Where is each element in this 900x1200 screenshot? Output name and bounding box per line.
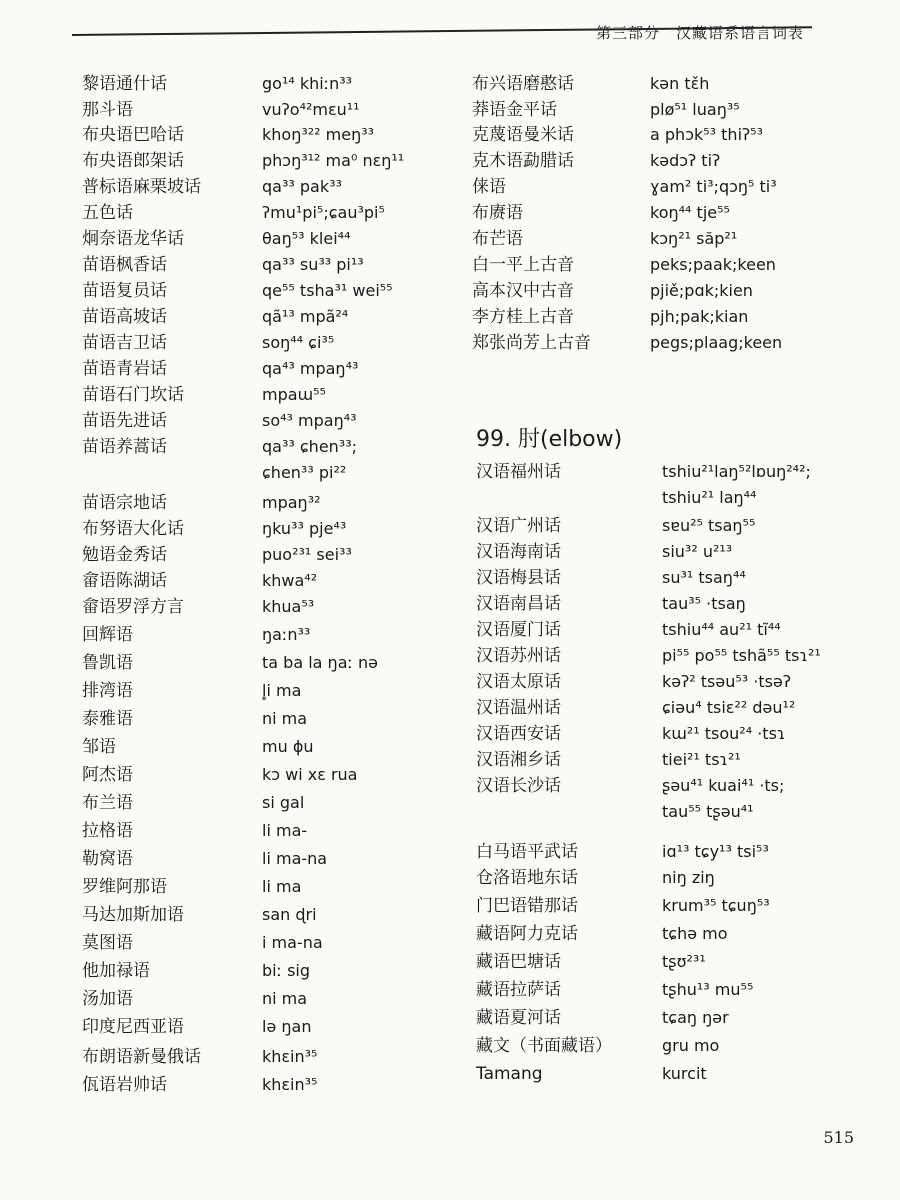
word-form: qa³³ ɕhen³³;	[262, 437, 358, 456]
language-name: 印度尼西亚语	[82, 1017, 184, 1037]
word-form: tshiu²¹ laŋ⁴⁴	[662, 488, 757, 507]
word-form: phɔŋ³¹² ma⁰ nɛŋ¹¹	[262, 151, 405, 170]
word-form: go¹⁴ khiːn³³	[262, 74, 353, 93]
language-name: 门巴语错那话	[476, 896, 578, 916]
word-form: qã¹³ mpã²⁴	[262, 307, 349, 326]
word-form: qa³³ pak³³	[262, 177, 342, 196]
word-form: iɑ¹³ tɕy¹³ tsi⁵³	[662, 842, 769, 861]
language-name: 布芒语	[472, 229, 523, 249]
language-name: 苗语养蒿话	[82, 437, 167, 457]
word-form: tɕhə mo	[662, 924, 728, 943]
word-form: puo²³¹ sei³³	[262, 545, 352, 564]
language-name: 李方桂上古音	[472, 307, 574, 327]
language-name: 苗语石门坎话	[82, 385, 184, 405]
page-number: 515	[823, 1128, 854, 1147]
word-form: tʂʊ²³¹	[662, 952, 706, 971]
word-form: ɣam² ti³;qɔŋ⁵ ti³	[650, 177, 777, 196]
running-header: 第三部分 汉藏语系语言词表	[595, 24, 804, 42]
language-name: 藏语夏河话	[476, 1008, 561, 1028]
language-name: 阿杰语	[82, 765, 133, 785]
language-name: 汉语苏州话	[476, 646, 561, 666]
language-name: 克蔑语曼米话	[472, 125, 574, 145]
word-form: pjh;pak;kian	[650, 307, 749, 326]
language-name: 汉语福州话	[476, 462, 561, 482]
word-form: tɕaŋ ŋər	[662, 1008, 729, 1027]
word-form: tau⁵⁵ tʂəu⁴¹	[662, 802, 754, 821]
language-name: 畲语陈湖话	[82, 571, 167, 591]
language-name: 汉语西安话	[476, 724, 561, 744]
word-form: kurcit	[662, 1064, 707, 1083]
word-form: khwa⁴²	[262, 571, 318, 590]
word-form: siu³² u²¹³	[662, 542, 733, 561]
word-form: li ma	[262, 877, 302, 896]
word-form: li ma-	[262, 821, 308, 840]
section-heading: 99. 肘(elbow)	[476, 427, 623, 452]
word-form: si gal	[262, 793, 305, 812]
language-name: 那斗语	[82, 100, 133, 120]
language-name: 黎语通什话	[82, 74, 167, 94]
language-name: 苗语吉卫话	[82, 333, 167, 353]
word-form: krum³⁵ tɕuŋ⁵³	[662, 896, 770, 915]
word-form: kɯ²¹ tsou²⁴ ·tsɿ	[662, 724, 786, 743]
word-form: su³¹ tsaŋ⁴⁴	[662, 568, 746, 587]
language-name: 布兰语	[82, 793, 133, 813]
language-name: 克木语勐腊话	[472, 151, 574, 171]
language-name: 汉语太原话	[476, 672, 561, 692]
language-name: 苗语先进话	[82, 411, 167, 431]
word-form: khua⁵³	[262, 597, 315, 616]
language-name: 炯奈语龙华话	[82, 229, 184, 249]
word-form: lə ŋan	[262, 1017, 312, 1036]
word-form: ʂəu⁴¹ kuai⁴¹ ·ts;	[662, 776, 785, 795]
word-form: mpaŋ³²	[262, 493, 321, 512]
language-name: 藏语阿力克话	[476, 924, 578, 944]
language-name: 汉语梅县话	[476, 568, 561, 588]
word-form: niŋ ziŋ	[662, 868, 715, 887]
language-name: 泰雅语	[82, 709, 133, 729]
language-name: 莫图语	[82, 933, 133, 953]
language-name: 回辉语	[82, 625, 133, 645]
language-name: 邹语	[82, 737, 116, 757]
word-form: ɕiəu⁴ tsiɛ²² dəu¹²	[662, 698, 796, 717]
language-name: 布央语郎架话	[82, 151, 184, 171]
language-name: 白马语平武话	[476, 842, 578, 862]
language-name: 汉语湘乡话	[476, 750, 561, 770]
language-name: 马达加斯加语	[82, 905, 184, 925]
word-form: khɛin³⁵	[262, 1047, 318, 1066]
language-name: 苗语复员话	[82, 281, 167, 301]
language-name: 拉格语	[82, 821, 133, 841]
language-name: 汉语温州话	[476, 698, 561, 718]
language-name: 勉语金秀话	[82, 545, 167, 565]
language-name: 五色话	[82, 203, 133, 223]
word-form: soŋ⁴⁴ ɕi³⁵	[262, 333, 335, 352]
word-form: qa⁴³ mpaŋ⁴³	[262, 359, 359, 378]
word-form: biː sig	[262, 961, 311, 980]
language-name: 苗语高坡话	[82, 307, 167, 327]
language-name: 布央语巴哈话	[82, 125, 184, 145]
language-name: 汉语厦门话	[476, 620, 561, 640]
word-form: kɔ wi xɛ rua	[262, 765, 358, 784]
language-name: Tamang	[476, 1064, 543, 1084]
word-form: koŋ⁴⁴ tje⁵⁵	[650, 203, 730, 222]
language-name: 勒窝语	[82, 849, 133, 869]
word-form: tʂhu¹³ mu⁵⁵	[662, 980, 754, 999]
word-form: pegs;plaag;keen	[650, 333, 783, 352]
word-form: θaŋ⁵³ klei⁴⁴	[262, 229, 351, 248]
word-form: qa³³ su³³ pi¹³	[262, 255, 364, 274]
word-form: ŋku³³ pje⁴³	[262, 519, 347, 538]
word-form: tshiu⁴⁴ au²¹ tĩ⁴⁴	[662, 620, 781, 639]
word-form: ʔmu¹pi⁵;ɕau³pi⁵	[262, 203, 385, 222]
word-form: a phɔk⁵³ thiʔ⁵³	[650, 125, 764, 144]
word-form: kəʔ² tsəu⁵³ ·tsəʔ	[662, 672, 791, 691]
word-form: so⁴³ mpaŋ⁴³	[262, 411, 357, 430]
language-name: 仓洛语地东话	[476, 868, 578, 888]
language-name: 汉语南昌话	[476, 594, 561, 614]
word-form: ni ma	[262, 709, 308, 728]
language-name: 鲁凯语	[82, 653, 133, 673]
language-name: 布努语大化话	[82, 519, 184, 539]
word-form: san ɖri	[262, 905, 317, 924]
language-name: 汤加语	[82, 989, 133, 1009]
word-form: khɛin³⁵	[262, 1075, 318, 1094]
word-form: mpaɯ⁵⁵	[262, 385, 326, 404]
language-name: 他加禄语	[82, 961, 150, 981]
word-form: ŋaːn³³	[262, 625, 311, 644]
word-form: ɕhen³³ pi²²	[262, 463, 347, 482]
language-name: 苗语青岩话	[82, 359, 167, 379]
language-name: 畲语罗浮方言	[82, 597, 184, 617]
language-name: 排湾语	[82, 681, 133, 701]
word-form: plø⁵¹ luaŋ³⁵	[650, 100, 740, 119]
word-form: i ma-na	[262, 933, 323, 952]
word-form: tiei²¹ tsɿ²¹	[662, 750, 741, 769]
language-name: 俫语	[472, 177, 506, 197]
word-form: khoŋ³²² meŋ³³	[262, 125, 375, 144]
word-form: kən tɛ̌h	[650, 74, 710, 93]
word-form: ta ba la ŋaː nə	[262, 653, 378, 672]
language-name: 布朗语新曼俄话	[82, 1047, 201, 1067]
word-form: ni ma	[262, 989, 308, 1008]
language-name: 布赓语	[472, 203, 523, 223]
word-form: l̥i ma	[262, 681, 302, 700]
language-name: 普标语麻栗坡话	[82, 177, 201, 197]
language-name: 苗语枫香话	[82, 255, 167, 275]
language-name: 藏文（书面藏语）	[476, 1036, 612, 1056]
language-name: 汉语海南话	[476, 542, 561, 562]
language-name: 苗语宗地话	[82, 493, 167, 513]
language-name: 佤语岩帅话	[82, 1075, 167, 1095]
word-form: qe⁵⁵ tsha³¹ wei⁵⁵	[262, 281, 393, 300]
word-form: li ma-na	[262, 849, 328, 868]
word-form: pjiě;pɑk;kien	[650, 281, 753, 300]
word-form: mu ɸu	[262, 737, 314, 756]
language-name: 高本汉中古音	[472, 281, 574, 301]
word-form: pi⁵⁵ po⁵⁵ tshã⁵⁵ tsɿ²¹	[662, 646, 821, 665]
word-form: sɐu²⁵ tsaŋ⁵⁵	[662, 516, 756, 535]
word-form: gru mo	[662, 1036, 720, 1055]
word-form: tshiu²¹laŋ⁵²lɒuŋ²⁴²;	[662, 462, 811, 481]
word-form: tau³⁵ ·tsaŋ	[662, 594, 746, 613]
word-form: kɔŋ²¹ săp²¹	[650, 229, 738, 248]
word-form: peks;paak;keen	[650, 255, 776, 274]
language-name: 白一平上古音	[472, 255, 574, 275]
language-name: 汉语长沙话	[476, 776, 561, 796]
language-name: 罗维阿那语	[82, 877, 167, 897]
language-name: 汉语广州话	[476, 516, 561, 536]
language-name: 布兴语磨憨话	[472, 74, 574, 94]
language-name: 藏语拉萨话	[476, 980, 561, 1000]
language-name: 莽语金平话	[472, 100, 557, 120]
word-form: kədɔʔ tiʔ	[650, 151, 721, 170]
language-name: 藏语巴塘话	[476, 952, 561, 972]
language-name: 郑张尚芳上古音	[472, 333, 591, 353]
word-form: vuʔo⁴²mɛu¹¹	[262, 100, 360, 119]
